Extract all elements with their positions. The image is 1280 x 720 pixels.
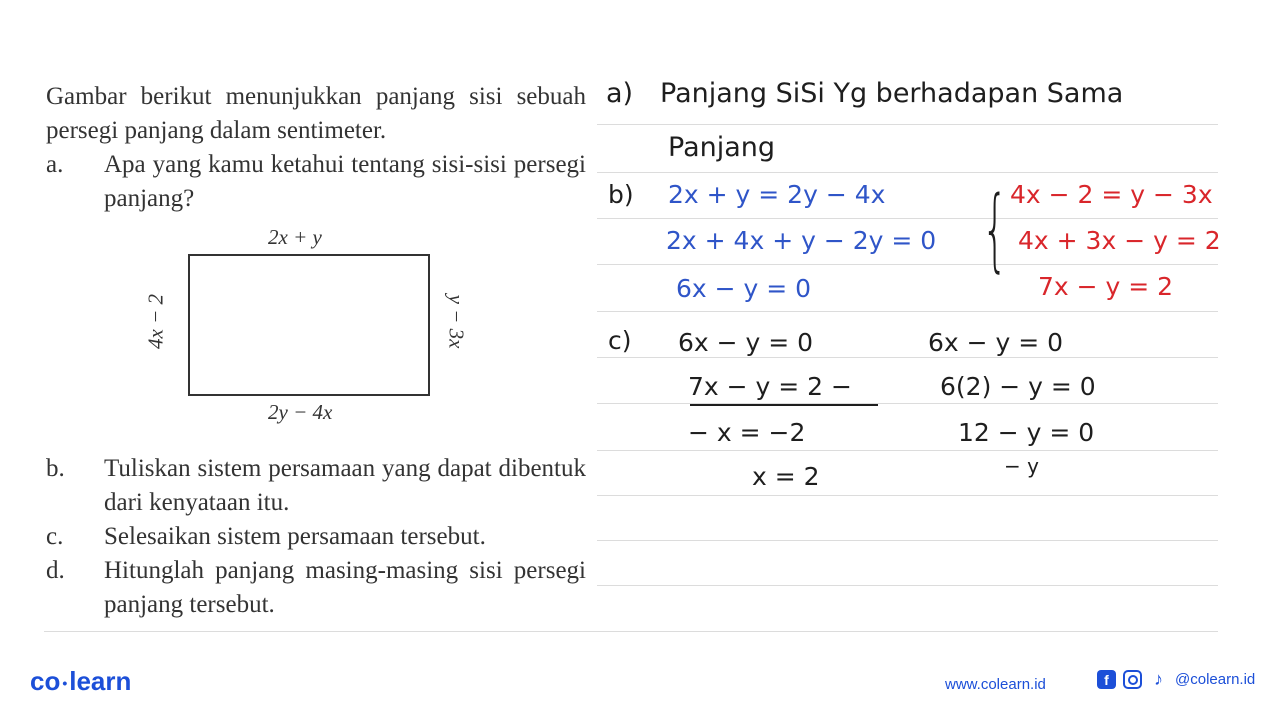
ruled-line (597, 495, 1218, 496)
answer-b-label: b) (608, 180, 634, 209)
tiktok-icon[interactable]: ♪ (1154, 669, 1163, 689)
answer-c-s2: 6(2) − y = 0 (940, 372, 1096, 401)
side-label-left: 4x − 2 (143, 294, 168, 349)
answer-c-s4: − y (1004, 454, 1039, 478)
social-links (1097, 670, 1255, 689)
ruled-line (597, 450, 1218, 451)
answer-b-eq3: 6x − y = 0 (676, 274, 812, 303)
ruled-line (597, 357, 1218, 358)
answer-a-line2: Panjang (668, 132, 776, 163)
question-letter: c. (46, 523, 64, 550)
ruled-line (597, 218, 1218, 219)
logo-text-left: co (30, 666, 61, 696)
side-label-bottom: 2y − 4x (268, 400, 333, 424)
answer-c-s1: 6x − y = 0 (928, 328, 1064, 357)
question-text: Tuliskan sistem persamaan yang dapat dibentuk dari kenyataan itu. (104, 455, 586, 516)
colearn-logo (30, 666, 131, 697)
ruled-line (597, 540, 1218, 541)
ruled-line (597, 311, 1218, 312)
facebook-icon[interactable]: f (1097, 670, 1116, 689)
answer-b-r1: 4x − 2 = y − 3x (1010, 180, 1213, 209)
question-text: Apa yang kamu ketahui tentang sisi-sisi persegi panjang? (104, 151, 586, 212)
answer-c-s3: 12 − y = 0 (958, 418, 1095, 447)
answer-c-e2: 7x − y = 2 − (688, 372, 852, 401)
ruled-line (597, 585, 1218, 586)
rectangle-shape (188, 254, 430, 396)
logo-text-right: learn (69, 666, 132, 696)
side-label-top: 2x + y (268, 225, 322, 249)
ruled-line (597, 124, 1218, 125)
question-letter: a. (46, 151, 64, 178)
website-link[interactable]: www.colearn.id (945, 676, 1046, 693)
problem-questions (46, 452, 586, 622)
question-b (46, 452, 586, 520)
answer-c-e1: 6x − y = 0 (678, 328, 814, 357)
answer-c-label: c) (608, 326, 632, 355)
question-d (46, 554, 586, 622)
question-a (46, 148, 586, 216)
side-label-right: y − 3x (444, 294, 469, 349)
answer-a-line1: Panjang SiSi Yg berhadapan Sama (660, 78, 1124, 109)
subtraction-line (690, 404, 878, 406)
answer-c-e4: x = 2 (752, 462, 820, 491)
ruled-line (597, 172, 1218, 173)
system-brace: { (982, 177, 1008, 282)
answer-b-eq1: 2x + y = 2y − 4x (668, 180, 886, 209)
question-letter: d. (46, 557, 65, 584)
question-letter: b. (46, 455, 65, 482)
problem-intro: Gambar berikut menunjukkan panjang sisi sebuah persegi panjang dalam sentimeter. (46, 83, 586, 144)
logo-dot: • (62, 675, 68, 692)
ruled-line (44, 631, 1218, 632)
instagram-icon[interactable] (1123, 670, 1142, 689)
answer-b-r2: 4x + 3x − y = 2 (1018, 226, 1221, 255)
answer-c-e3: − x = −2 (688, 418, 806, 447)
answer-b-r3: 7x − y = 2 (1038, 272, 1174, 301)
question-c (46, 520, 586, 554)
answer-b-eq2: 2x + 4x + y − 2y = 0 (666, 226, 937, 255)
ruled-line (597, 264, 1218, 265)
question-text: Selesaikan sistem persamaan tersebut. (104, 523, 486, 550)
problem-statement (46, 80, 586, 216)
rectangle-figure (143, 225, 470, 425)
question-text: Hitunglah panjang masing-masing sisi persegi panjang tersebut. (104, 557, 586, 618)
answer-a-label: a) (606, 78, 634, 109)
social-handle[interactable]: @colearn.id (1175, 671, 1256, 688)
